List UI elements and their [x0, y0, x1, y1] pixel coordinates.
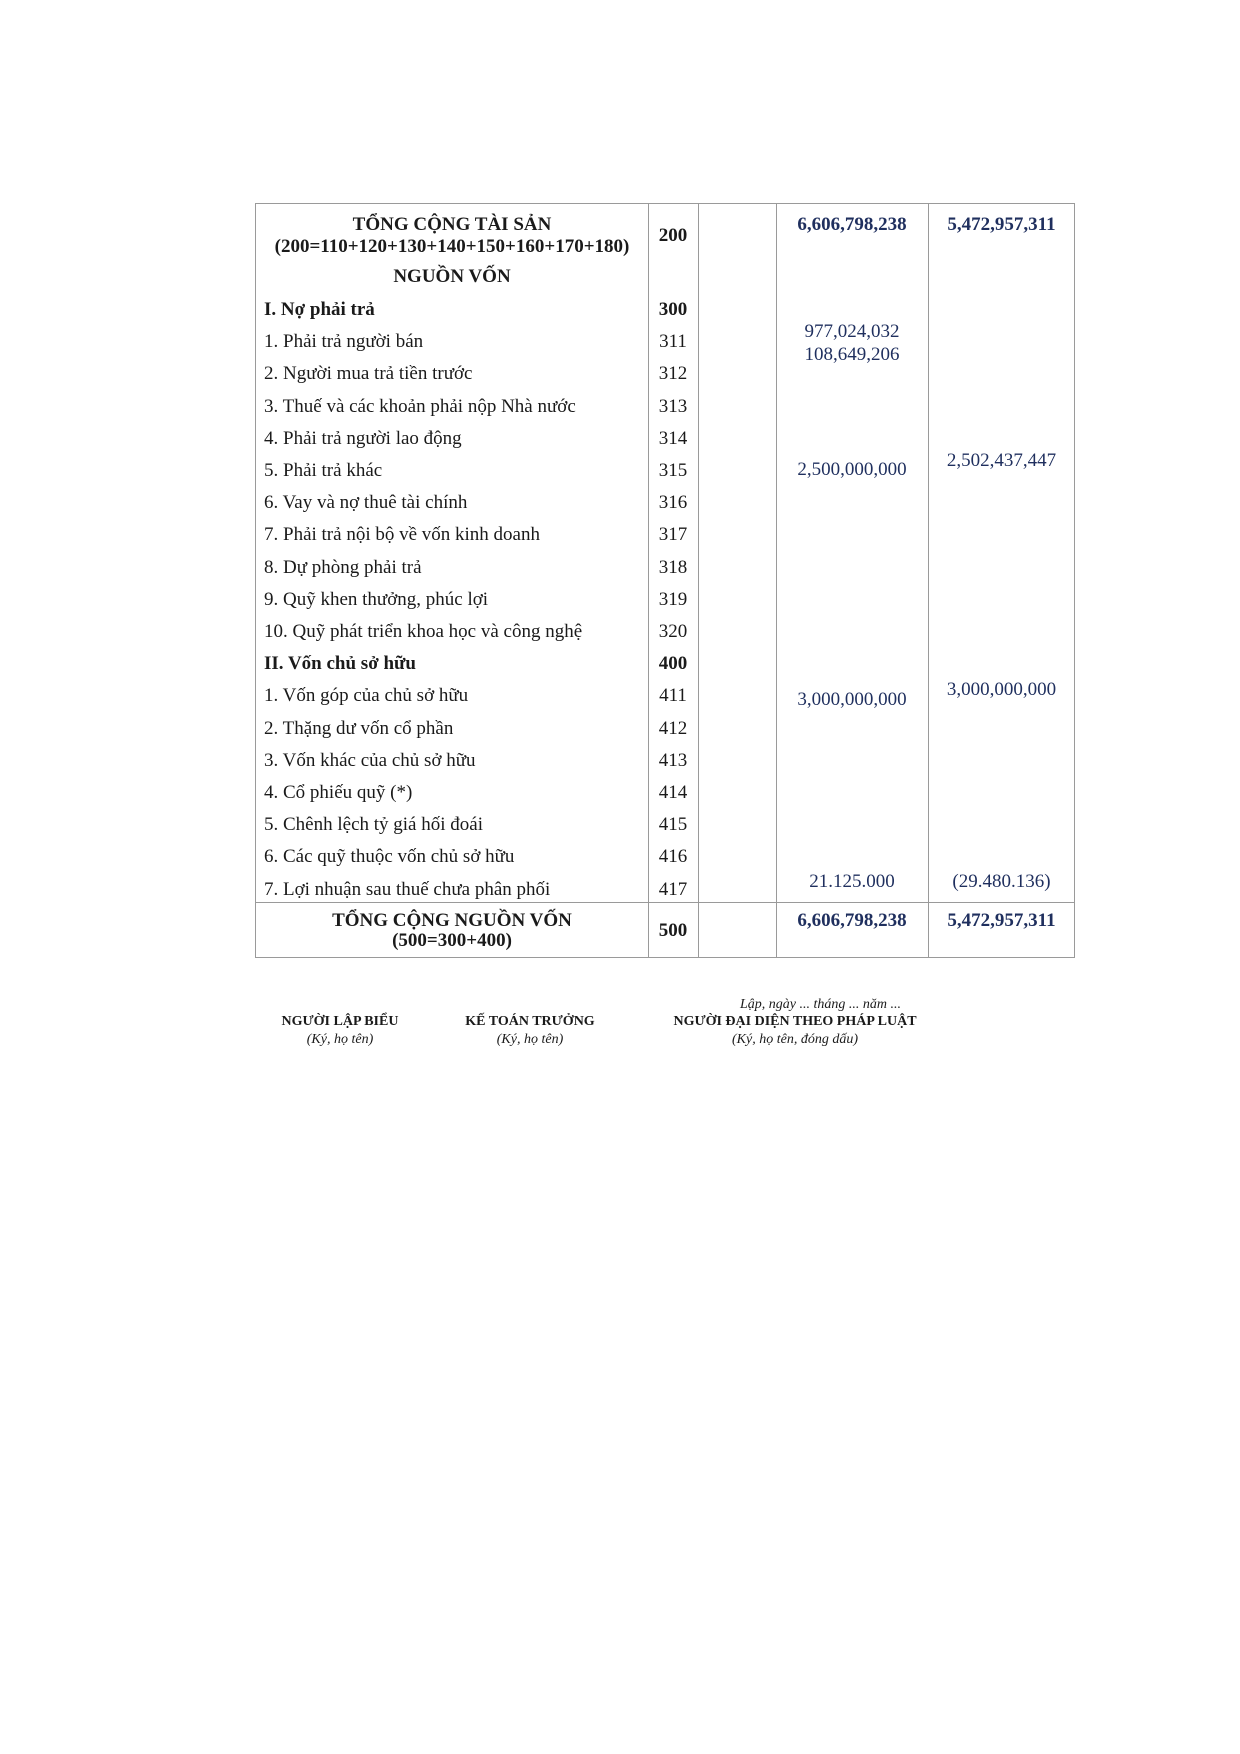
row-code: 413 [658, 749, 688, 771]
total-sources-title: TỔNG CỘNG NGUỒN VỐN [332, 910, 572, 931]
row-label: 4. Cổ phiếu quỹ (*) [264, 782, 413, 803]
owner-capital-end: 3,000,000,000 [797, 689, 907, 710]
advance-buyers-end: 108,649,206 [804, 344, 900, 365]
row-label: 7. Phải trả nội bộ về vốn kinh doanh [264, 524, 540, 546]
row-label: II. Vốn chủ sở hữu [264, 653, 416, 675]
balance-sheet-table [255, 203, 1075, 958]
other-payables-end: 2,500,000,000 [797, 459, 907, 480]
row-code: 318 [658, 556, 688, 578]
legal-rep-note: (Ký, họ tên, đóng dấu) [732, 1032, 858, 1047]
preparer-title: NGƯỜI LẬP BIỂU [281, 1014, 399, 1029]
row-code: 417 [658, 878, 688, 900]
row-label: 10. Quỹ phát triển khoa học và công nghệ [264, 621, 583, 642]
total-assets-formula: (200=110+120+130+140+150+160+170+180) [274, 236, 630, 257]
row-label: 2. Người mua trả tiền trước [264, 363, 473, 385]
row-label: 5. Chênh lệch tỷ giá hối đoái [264, 814, 483, 836]
total-sources-code: 500 [658, 920, 688, 941]
retained-earnings-end: 21.125.000 [809, 871, 895, 892]
row-label: 6. Các quỹ thuộc vốn chủ sở hữu [264, 846, 515, 868]
total-assets-title: TỔNG CỘNG TÀI SẢN [352, 214, 552, 235]
legal-rep-signature [650, 1013, 940, 1049]
total-sources-end-value: 6,606,798,238 [797, 910, 907, 931]
row-code: 415 [658, 814, 688, 836]
row-label: 3. Vốn khác của chủ sở hữu [264, 749, 476, 771]
row-code: 311 [659, 331, 687, 353]
row-label: 2. Thặng dư vốn cổ phần [264, 717, 454, 739]
total-assets-end-value: 6,606,798,238 [797, 214, 907, 235]
preparer-signature [265, 1013, 415, 1049]
row-label: 8. Dự phòng phải trả [264, 556, 422, 578]
row-code: 314 [658, 427, 688, 449]
column-divider [698, 204, 699, 957]
column-divider [776, 204, 777, 957]
payable-sellers-end: 977,024,032 [804, 321, 900, 342]
row-label: 1. Phải trả người bán [264, 331, 424, 353]
section-heading: NGUỒN VỐN [393, 266, 511, 287]
row-divider [256, 902, 1074, 903]
retained-earnings-begin: (29.480.136) [952, 871, 1051, 892]
total-assets-code: 200 [658, 225, 688, 246]
chief-accountant-note: (Ký, họ tên) [496, 1032, 564, 1047]
row-code: 414 [658, 782, 688, 803]
row-label: I. Nợ phải trả [264, 299, 375, 320]
date-line: Lập, ngày ... tháng ... năm ... [740, 997, 901, 1012]
total-assets-begin-value: 5,472,957,311 [947, 214, 1056, 235]
row-code: 400 [658, 653, 688, 675]
row-label: 4. Phải trả người lao động [264, 427, 462, 449]
owner-capital-begin: 3,000,000,000 [946, 679, 1057, 700]
row-code: 300 [658, 299, 688, 320]
row-label: 6. Vay và nợ thuê tài chính [264, 492, 468, 514]
row-code: 317 [658, 524, 688, 546]
column-divider [928, 204, 929, 957]
total-sources-begin-value: 5,472,957,311 [947, 910, 1056, 931]
row-code: 313 [658, 395, 688, 417]
chief-accountant-signature [450, 1013, 610, 1049]
total-sources-formula: (500=300+400) [392, 930, 512, 951]
row-code: 312 [658, 363, 688, 385]
row-code: 411 [659, 685, 687, 707]
row-code: 319 [658, 588, 688, 610]
row-code: 315 [658, 460, 688, 481]
row-label: 5. Phải trả khác [264, 460, 383, 481]
row-code: 320 [658, 621, 688, 642]
chief-accountant-title: KẾ TOÁN TRƯỞNG [465, 1014, 595, 1029]
row-code: 316 [658, 492, 688, 514]
row-label: 7. Lợi nhuận sau thuế chưa phân phối [264, 878, 551, 900]
row-code: 416 [658, 846, 688, 868]
preparer-note: (Ký, họ tên) [306, 1032, 374, 1047]
row-label: 3. Thuế và các khoản phải nộp Nhà nước [264, 395, 576, 417]
legal-rep-title: NGƯỜI ĐẠI DIỆN THEO PHÁP LUẬT [673, 1014, 917, 1029]
row-code: 412 [658, 717, 688, 739]
other-payables-begin: 2,502,437,447 [946, 450, 1057, 471]
row-label: 1. Vốn góp của chủ sở hữu [264, 685, 469, 707]
row-label: 9. Quỹ khen thưởng, phúc lợi [264, 588, 489, 610]
